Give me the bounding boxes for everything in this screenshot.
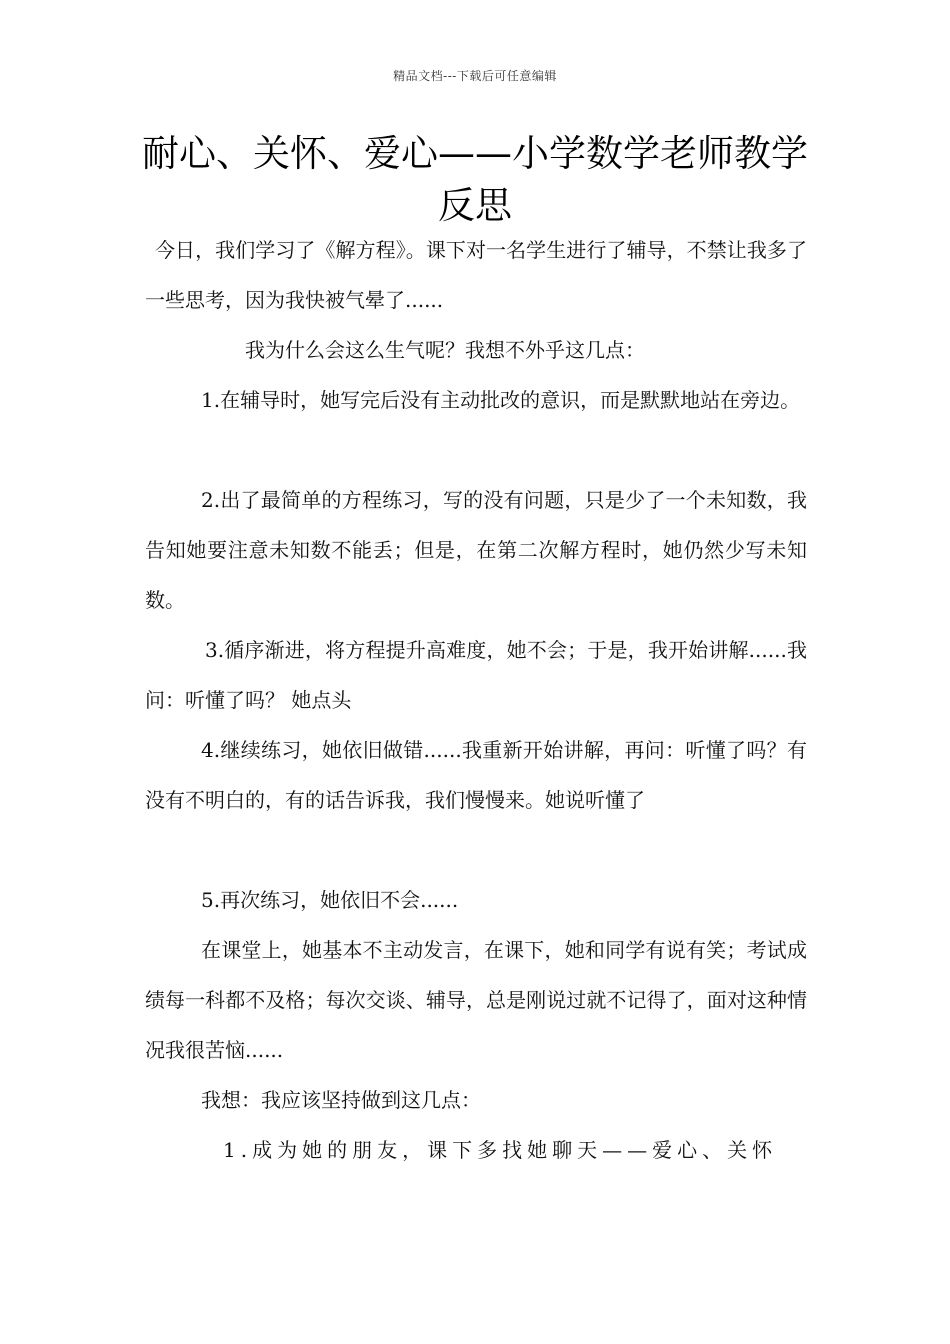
paragraph-classroom: 在课堂上，她基本不主动发言，在课下，她和同学有说有笑；考试成绩每一科都不及格；每次交谈、辅导，总是刚说过就不记得了，面对这种情况我很苦恼...... xyxy=(145,938,807,1062)
header-note: 精品文档---下载后可任意编辑 xyxy=(393,69,557,83)
paragraph-point-2: 2.出了最简单的方程练习，写的没有问题，只是少了一个未知数，我告知她要注意未知数不能丢；但是，在第二次解方程时，她仍然少写未知数。 xyxy=(145,488,807,612)
paragraph-point-4: 4.继续练习，她依旧做错......我重新开始讲解，再问：听懂了吗？有没有不明白的，有的话告诉我，我们慢慢来。她说听懂了 xyxy=(145,738,807,812)
paragraph-question: 我为什么会这么生气呢？我想不外乎这几点： xyxy=(245,338,645,362)
paragraph-plan-intro: 我想：我应该坚持做到这几点： xyxy=(201,1088,481,1112)
paragraph-intro: 今日，我们学习了《解方程》。课下对一名学生进行了辅导，不禁让我多了一些思考，因为我快被气晕了...... xyxy=(145,238,807,312)
paragraph-point-5: 5.再次练习，她依旧不会...... xyxy=(201,888,459,912)
paragraph-point-1: 1.在辅导时，她写完后没有主动批改的意识，而是默默地站在旁边。 xyxy=(201,388,801,412)
document-title: 耐心、关怀、爱心——小学数学老师教学反思 xyxy=(142,132,808,227)
paragraph-point-3: 3.循序渐进，将方程提升高难度，她不会；于是，我开始讲解......我问：听懂了吗？ 她点头 xyxy=(145,638,807,712)
paragraph-plan-1: 1.成为她的朋友，课下多找她聊天——爱心、关怀 xyxy=(223,1138,778,1162)
